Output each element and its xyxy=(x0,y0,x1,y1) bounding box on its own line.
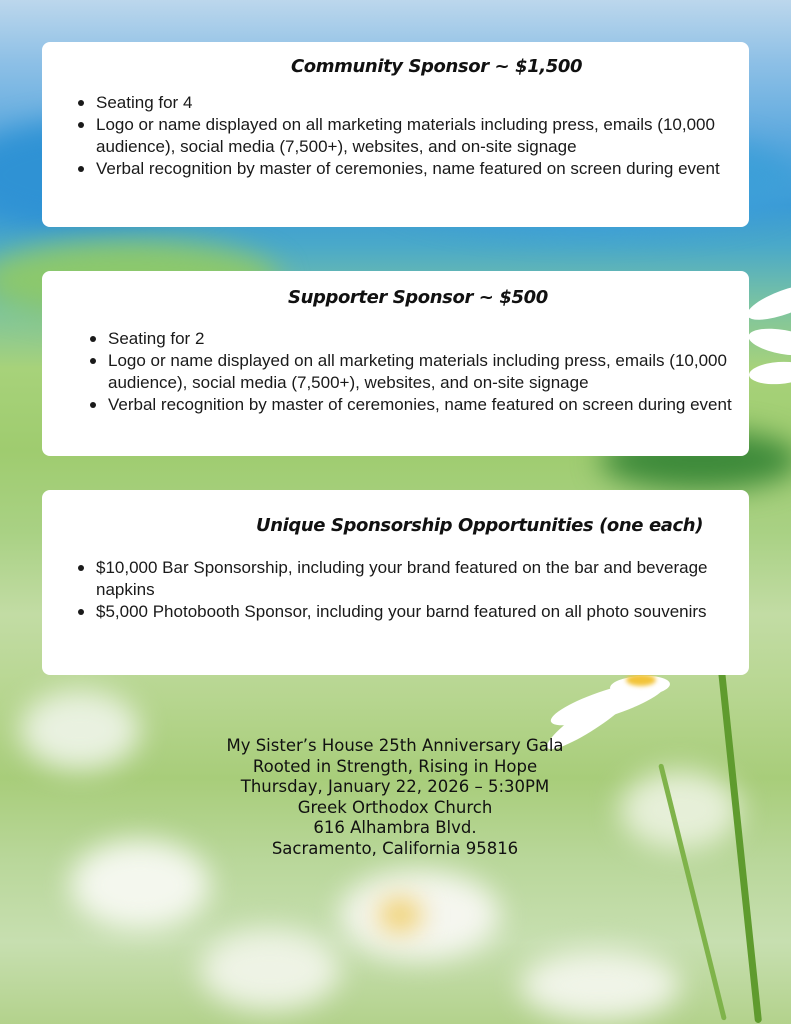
event-venue: Greek Orthodox Church xyxy=(297,797,493,817)
opportunity-item: $5,000 Photobooth Sponsor, including your barnd featured on all photo souvenirs xyxy=(75,601,735,623)
daisy-blur xyxy=(200,930,340,1010)
daisy-petal xyxy=(743,277,791,327)
benefit-item: Seating for 2 xyxy=(87,328,747,350)
unique-sponsorship-list xyxy=(75,557,735,623)
daisy-petal xyxy=(746,324,791,360)
benefit-item: Verbal recognition by master of ceremonies, name featured on screen during event xyxy=(75,158,735,180)
community-sponsor-card xyxy=(42,42,749,227)
event-street-address: 616 Alhambra Blvd. xyxy=(313,818,477,837)
unique-sponsorship-card xyxy=(42,490,749,675)
event-theme: Rooted in Strength, Rising in Hope xyxy=(252,756,538,776)
supporter-sponsor-title: Supporter Sponsor ~ $500 xyxy=(288,287,548,308)
unique-sponsorship-title: Unique Sponsorship Opportunities (one each) xyxy=(256,515,704,536)
event-name: My Sister’s House 25th Anniversary Gala xyxy=(226,736,564,755)
daisy-petal xyxy=(748,360,791,386)
daisy-center-blur xyxy=(380,900,420,930)
benefit-item: Verbal recognition by master of ceremonies, name featured on screen during event xyxy=(87,394,747,416)
daisy-blur xyxy=(340,870,500,960)
daisy-center xyxy=(626,674,656,686)
community-sponsor-title: Community Sponsor ~ $1,500 xyxy=(291,56,583,77)
community-sponsor-benefits xyxy=(75,92,735,180)
event-city-address: Sacramento, California 95816 xyxy=(271,838,519,858)
event-datetime: Thursday, January 22, 2026 – 5:30PM xyxy=(240,777,550,796)
benefit-item: Logo or name displayed on all marketing materials including press, emails (10,000 audience), social media (7,500+), websites, and on-site signage xyxy=(87,350,747,394)
benefit-item: Logo or name displayed on all marketing materials including press, emails (10,000 audience), social media (7,500+), websites, and on-site signage xyxy=(75,114,735,158)
benefit-item: Seating for 4 xyxy=(75,92,735,114)
daisy-blur xyxy=(520,950,680,1020)
opportunity-item: $10,000 Bar Sponsorship, including your brand featured on the bar and beverage napkins xyxy=(75,557,735,601)
supporter-sponsor-card xyxy=(42,271,749,456)
supporter-sponsor-benefits xyxy=(87,328,747,416)
daisy-blur xyxy=(20,690,140,770)
event-details xyxy=(180,736,610,859)
